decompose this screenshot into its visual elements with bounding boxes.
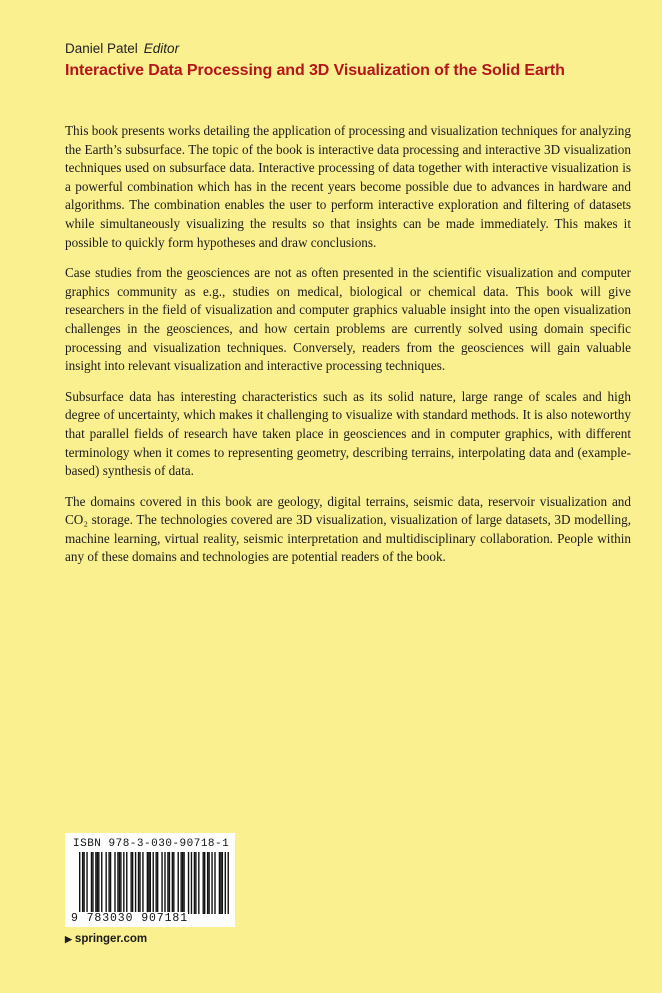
isbn-barcode-box: [65, 833, 235, 927]
book-description: [65, 122, 631, 579]
editor-role: Editor: [143, 41, 180, 56]
publisher-link[interactable]: [65, 933, 147, 945]
description-paragraph: The domains covered in this book are geology, digital terrains, seismic data, reservoir visualization and CO₂ storage. The technologies covered are 3D visualization, visualization of large datasets, 3D modelling, machine learning, virtual reality, seismic interpretation and multidisciplinary collaboration. People within any of these domains and technologies are potential readers of the book.: [65, 493, 631, 565]
description-paragraph: This book presents works detailing the application of processing and visualization techniques for analyzing the Earth’s subsurface. The topic of the book is interactive data processing and interactive 3D visualization techniques used on subsurface data. Interactive processing of data together with interactive visualization is a powerful combination which has in the recent years become possible due to advances in hardware and algorithms. The combination enables the user to perform interactive exploration and filtering of datasets while simultaneously visualizing the results so that insights can be made immediately. This makes it possible to quickly form hypotheses and draw conclusions.: [65, 123, 631, 250]
description-paragraph: Subsurface data has interesting characteristics such as its solid nature, large range of scales and high degree of uncertainty, which makes it challenging to visualize with standard methods. It is also noteworthy that parallel fields of research have taken place in geosciences and in computer graphics, with different terminology when it comes to representing geometry, describing terrains, interpolating data and (example-based) synthesis of data.: [65, 388, 631, 479]
isbn-label: ISBN 978-3-030-90718-1: [73, 838, 230, 850]
editor-line: [65, 40, 635, 58]
arrow-right-icon: ▶: [65, 934, 72, 944]
barcode-digits: 9 783030 907181: [71, 912, 189, 925]
description-paragraph: Case studies from the geosciences are not as often presented in the scientific visualization and computer graphics community as e.g., studies on medical, biological or chemical data. This book will give researchers in the field of visualization and computer graphics valuable insight into the open visualization challenges in the geosciences, and how certain problems are currently solved using domain specific processing and visualization techniques. Conversely, readers from the geosciences will gain valuable insight into relevant visualization and interactive processing techniques.: [65, 265, 631, 374]
barcode-image: [79, 852, 229, 914]
publisher-url: springer.com: [74, 933, 148, 945]
book-header: [65, 40, 635, 82]
editor-name: Daniel Patel: [65, 41, 138, 56]
book-title: Interactive Data Processing and 3D Visualization of the Solid Earth: [65, 62, 565, 79]
